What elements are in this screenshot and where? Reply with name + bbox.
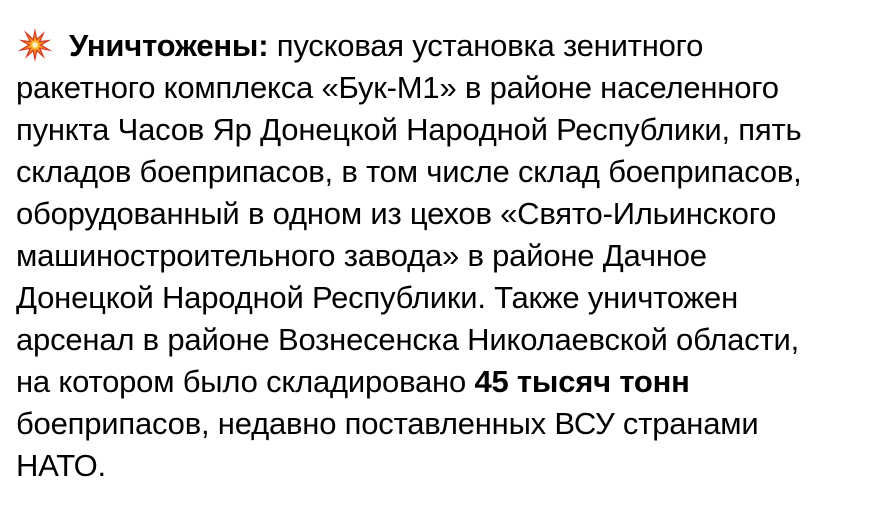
text-line-11	[16, 445, 888, 487]
text-segment: боеприпасов, недавно поставленных ВСУ странами	[16, 406, 759, 441]
collision-emoji-icon	[16, 26, 54, 64]
text-segment: пункта Часов Яр Донецкой Народной Республики, пять	[16, 112, 802, 147]
text-line-5	[16, 193, 888, 235]
text-segment: на котором было складировано	[16, 364, 475, 399]
text-line-10	[16, 403, 888, 445]
text-segment: оборудованный в одном из цехов «Свято-Ильинского	[16, 196, 777, 231]
text-line-2	[16, 67, 888, 109]
text-segment: пусковая установка зенитного	[268, 28, 704, 63]
text-segment: складов боеприпасов, в том числе склад боеприпасов,	[16, 154, 802, 189]
text-segment: ракетного комплекса «Бук-М1» в районе населенного	[16, 70, 779, 105]
text-line-4	[16, 151, 888, 193]
text-line-9	[16, 361, 888, 403]
bold-text-segment: Уничтожены:	[69, 28, 269, 63]
text-line-7	[16, 277, 888, 319]
text-line-8	[16, 319, 888, 361]
text-segment: НАТО.	[16, 448, 106, 483]
text-segment: Донецкой Народной Республики. Также уничтожен	[16, 280, 739, 315]
text-line-6	[16, 235, 888, 277]
text-line-1	[16, 25, 888, 67]
text-segment: машиностроительного завода» в районе Дачное	[16, 238, 707, 273]
bold-text-segment: 45 тысяч тонн	[474, 364, 690, 399]
text-segment: арсенал в районе Вознесенска Николаевской области,	[16, 322, 799, 357]
text-line-3	[16, 109, 888, 151]
